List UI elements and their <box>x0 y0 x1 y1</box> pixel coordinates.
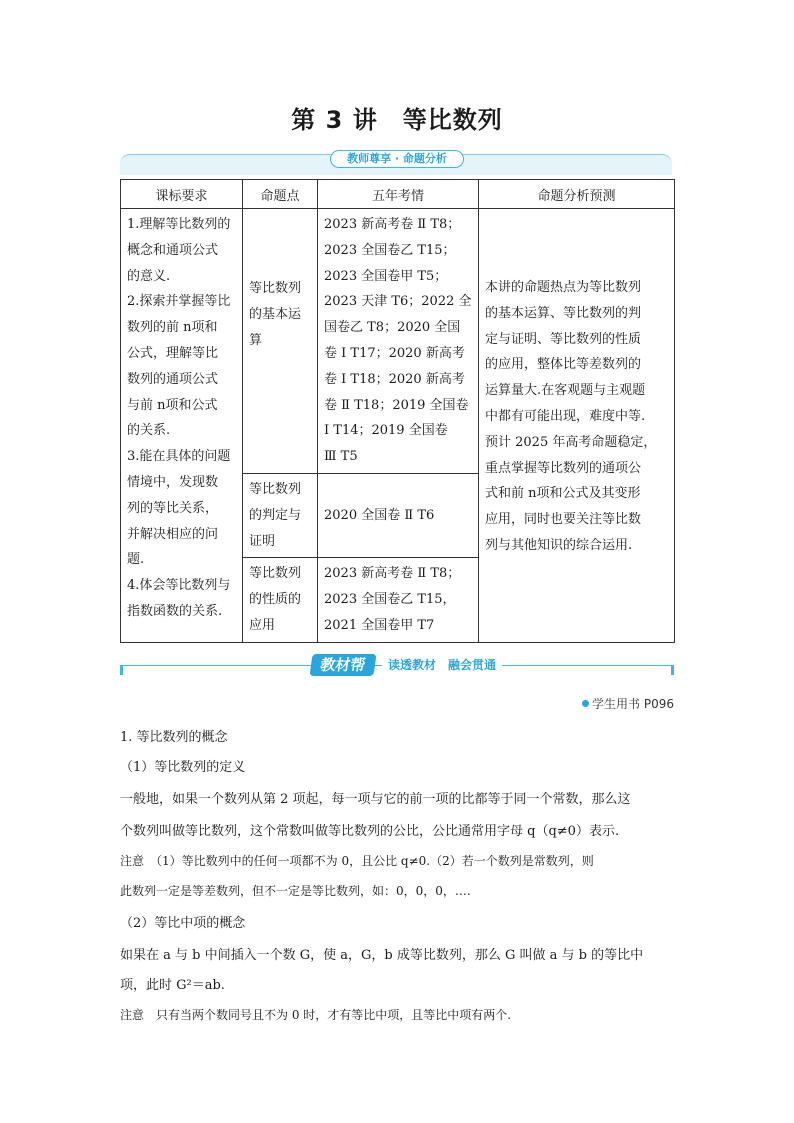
exam-line: 2023 新高考卷 Ⅱ T8； <box>324 566 461 582</box>
header-exams: 五年考情 <box>318 180 479 209</box>
point-line: 等比数列 <box>249 281 302 296</box>
exam-line: 卷 Ⅰ T17；2020 新高考 <box>324 345 465 361</box>
exams-cell <box>318 209 479 474</box>
header-analysis: 命题分析预测 <box>479 180 675 209</box>
analysis-line: 式和前 n项和公式及其变形 <box>485 486 641 502</box>
exam-line: 国卷乙 T8；2020 全国 <box>324 320 461 336</box>
page-title: 第 3 讲 等比数列 <box>291 106 503 134</box>
banner-cap-left <box>120 665 123 675</box>
student-book-ref <box>582 695 674 712</box>
bullet-dot-icon <box>582 700 589 707</box>
point-line: 的性质的 <box>249 592 302 608</box>
exam-line: 2023 天津 T6；2022 全 <box>324 294 472 310</box>
paragraph-line: 如果在 a 与 b 中间插入一个数 G，使 a，G，b 成等比数列，那么 G 叫做 a 与 b 的等比中 <box>120 948 644 963</box>
req-line: 数列的通项公式 <box>127 371 219 387</box>
analysis-line: 重点掌握等比数列的通项公 <box>485 460 642 476</box>
point-cell <box>243 558 318 642</box>
header-requirements: 课标要求 <box>121 180 243 209</box>
analysis-line: 预计 2025 年高考命题稳定， <box>485 434 657 450</box>
analysis-line: 的应用，整体比等差数列的 <box>485 357 642 373</box>
point-cell <box>243 473 318 557</box>
req-line: 的关系. <box>127 423 171 439</box>
subsection-heading: （2）等比中项的概念 <box>120 916 246 931</box>
analysis-line: 的基本运算、等比数列的判 <box>485 305 642 321</box>
exam-line: 2023 全国卷乙 T15， <box>324 592 456 608</box>
paragraph-line: 一般地，如果一个数列从第 2 项起，每一项与它的前一项的比都等于同一个常数，那么这 <box>120 792 631 807</box>
exams-cell <box>318 473 479 557</box>
req-line: 4.体会等比数列与 <box>127 578 231 594</box>
header-point: 命题点 <box>243 180 318 209</box>
req-line: 数列的前 n项和 <box>127 320 218 336</box>
analysis-cell <box>479 209 675 643</box>
point-line: 的基本运 <box>249 306 302 322</box>
analysis-line: 定与证明、等比数列的性质 <box>485 331 642 347</box>
req-line: 的意义. <box>127 268 171 284</box>
exams-cell <box>318 558 479 642</box>
point-cell <box>243 209 318 474</box>
banner-cap-right <box>671 665 674 675</box>
textbook-banner <box>120 652 674 678</box>
req-line: 概念和通项公式 <box>127 242 219 258</box>
exam-line: 2023 全国卷甲 T5； <box>324 268 448 284</box>
req-line: 1.理解等比数列的 <box>127 217 231 232</box>
exam-line: 2021 全国卷甲 T7 <box>324 617 435 633</box>
point-line: 应用 <box>249 617 276 633</box>
req-line: 情境中，发现数 <box>127 474 219 490</box>
req-line: 3.能在具体的问题 <box>127 449 231 465</box>
note-line: 注意 只有当两个数同号且不为 0 时，才有等比中项，且等比中项有两个. <box>120 1008 512 1022</box>
req-line: 题. <box>127 552 145 568</box>
table-row <box>121 209 675 474</box>
point-line: 证明 <box>249 533 276 549</box>
note-line: 注意 （1）等比数列中的任何一项都不为 0，且公比 q≠0.（2）若一个数列是常数列，则 <box>120 854 594 868</box>
exam-line: 2020 全国卷 Ⅱ T6 <box>324 507 435 523</box>
req-line: 与前 n项和公式 <box>127 397 218 413</box>
paragraph-line: 个数列叫做等比数列，这个常数叫做等比数列的公比，公比通常用字母 q（q≠0）表示. <box>120 824 620 839</box>
exam-line: 2023 全国卷乙 T15； <box>324 242 456 258</box>
req-line: 并解决相应的问 <box>127 526 219 542</box>
analysis-table <box>120 179 675 643</box>
teacher-banner-label: 教师尊享 · 命题分析 <box>330 150 464 168</box>
student-book-ref-text: 学生用书 P096 <box>592 697 674 711</box>
analysis-line: 运算量大.在客观题与主观题 <box>485 383 646 399</box>
req-line: 指数函数的关系. <box>127 603 223 619</box>
teacher-banner <box>120 150 672 174</box>
section-heading: 1. 等比数列的概念 <box>120 730 228 745</box>
point-line: 等比数列 <box>249 481 302 497</box>
analysis-line: 应用，同时也要关注等比数 <box>485 512 642 528</box>
point-line: 等比数列 <box>249 566 302 582</box>
paragraph-line: 项，此时 G²＝ab. <box>120 978 225 993</box>
textbook-badge: 教材帮 <box>309 654 376 676</box>
point-line: 算 <box>249 332 263 348</box>
exam-line: 卷 Ⅰ T18；2020 新高考 <box>324 371 465 387</box>
subsection-heading: （1）等比数列的定义 <box>120 760 246 775</box>
textbook-slogan: 读透教材 融会贯通 <box>382 656 502 674</box>
analysis-line: 列与其他知识的综合运用. <box>485 537 633 553</box>
note-line: 此数列一定是等差数列，但不一定是等比数列，如：0，0，0，…. <box>120 884 471 898</box>
req-line: 列的等比关系， <box>127 500 219 516</box>
table-header-row <box>121 180 675 209</box>
req-line: 2.探索并掌握等比 <box>127 294 231 310</box>
requirements-cell <box>121 209 243 643</box>
analysis-line: 中都有可能出现，难度中等. <box>485 408 646 424</box>
exam-line: Ⅲ T5 <box>324 449 358 465</box>
exam-line: 卷 Ⅱ T18；2019 全国卷 <box>324 397 469 413</box>
exam-line: Ⅰ T14；2019 全国卷 <box>324 423 448 439</box>
analysis-line: 本讲的命题热点为等比数列 <box>485 280 642 295</box>
exam-line: 2023 新高考卷 Ⅱ T8； <box>324 217 461 232</box>
req-line: 公式，理解等比 <box>127 345 219 361</box>
point-line: 的判定与 <box>249 507 302 523</box>
